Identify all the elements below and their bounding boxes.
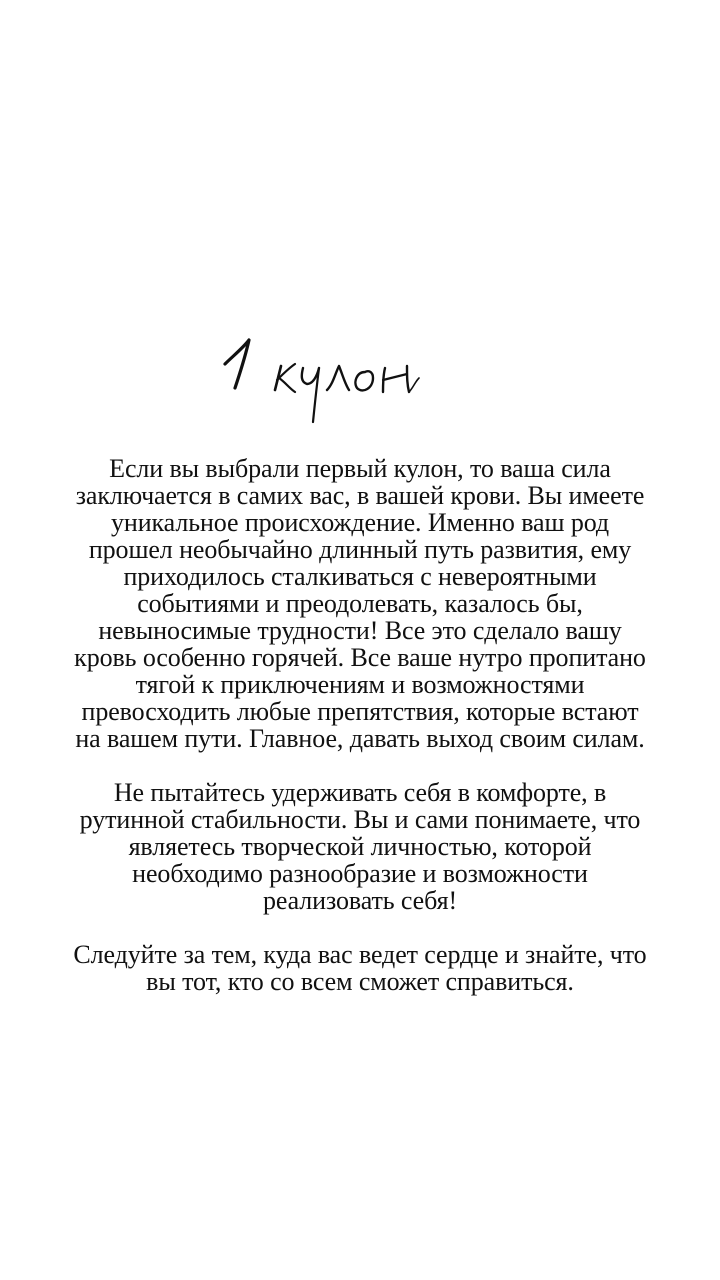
text-line: реализовать себя! (262, 886, 458, 915)
paragraph-2 (40, 779, 680, 914)
text-line: вы тот, кто со всем сможет справиться. (146, 967, 574, 996)
text-line: необходимо разнообразие и возможности (132, 859, 588, 888)
paragraph-3 (40, 941, 680, 995)
text-line: событиями и преодолевать, казалось бы, (137, 589, 583, 618)
text-line: уникальное происхождение. Именно ваш род (111, 508, 609, 537)
text-line: превосходить любые препятствия, которые встают (81, 697, 639, 726)
text-line: прошел необычайно длинный путь развития, ему (88, 535, 632, 564)
article-body (40, 455, 680, 1022)
text-line: приходилось сталкиваться с невероятными (123, 562, 597, 591)
text-line: рутинной стабильности. Вы и сами понимаете, что (79, 805, 641, 834)
handwritten-title-graphic (215, 318, 505, 438)
text-line: кровь особенно горячей. Все ваше нутро пропитано (74, 643, 646, 672)
text-line: Не пытайтесь удерживать себя в комфорте, в (113, 778, 607, 807)
text-line: являетесь творческой личностью, которой (128, 832, 592, 861)
text-line: тягой к приключениям и возможностями (135, 670, 585, 699)
text-line: Следуйте за тем, куда вас ведет сердце и знайте, что (73, 940, 647, 969)
text-line: невыносимые трудности! Все это сделало вашу (98, 616, 622, 645)
page-title (0, 318, 720, 438)
text-line: на вашем пути. Главное, давать выход своим силам. (75, 724, 645, 753)
text-line: Если вы выбрали первый кулон, то ваша сила (109, 454, 611, 483)
paragraph-1 (40, 455, 680, 752)
text-line: заключается в самих вас, в вашей крови. Вы имеете (75, 481, 645, 510)
